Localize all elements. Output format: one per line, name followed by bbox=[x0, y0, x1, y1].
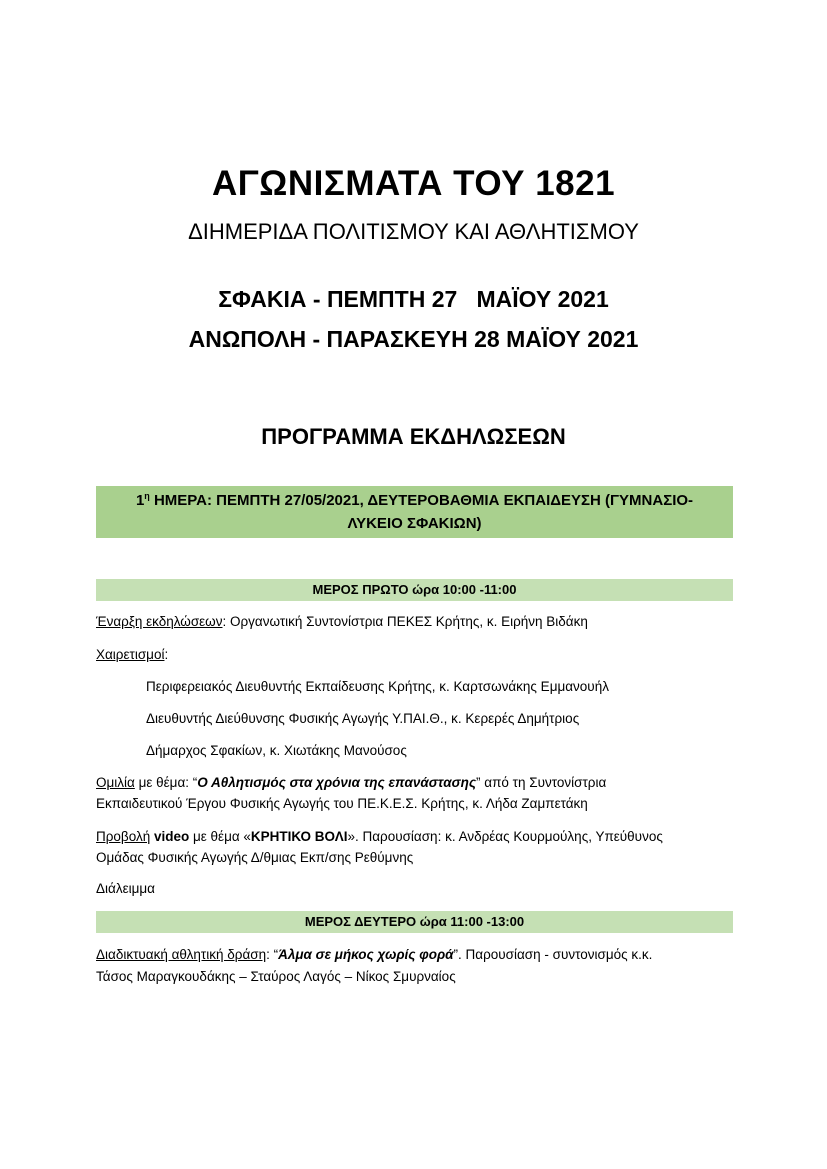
speech-title: Ο Αθλητισμός στα χρόνια της επανάστασης bbox=[197, 775, 477, 790]
day-1-header bbox=[96, 486, 733, 538]
speech-line-1 bbox=[96, 773, 736, 793]
video-title: ΚΡΗΤΙΚΟ ΒΟΛΙ bbox=[250, 829, 348, 844]
speech-line-2: Εκπαιδευτικού Έργου Φυσικής Αγωγής του ΠΕ.Κ.Ε.Σ. Κρήτης, κ. Λήδα Ζαμπετάκη bbox=[96, 796, 588, 811]
video-word: video bbox=[153, 829, 190, 844]
activity-title: Άλμα σε μήκος χωρίς φορά bbox=[278, 947, 454, 962]
day-header-text: ΗΜΕΡΑ: ΠΕΜΠΤΗ 27/05/2021, ΔΕΥΤΕΡΟΒΑΘΜΙΑ ΕΚΠΑΙΔΕΥΣΗ (ΓΥΜΝΑΣΙΟ- bbox=[149, 492, 694, 509]
greeting-item: Περιφερειακός Διευθυντής Εκπαίδευσης Κρήτης, κ. Καρτσωνάκης Εμμανουήλ bbox=[146, 679, 609, 694]
speech-pre: με θέμα: “ bbox=[134, 775, 198, 790]
program-title: ΠΡΟΓΡΑΜΜΑ ΕΚΔΗΛΩΣΕΩΝ bbox=[261, 424, 566, 449]
video-line-2: Ομάδας Φυσικής Αγωγής Δ/θμιας Εκπ/σης Ρεθύμνης bbox=[96, 850, 414, 865]
activity-post: ”. Παρουσίαση - συντονισμός κ.κ. bbox=[453, 947, 653, 962]
speech-post: ” από τη Συντονίστρια bbox=[476, 775, 607, 790]
activity-pre: : “ bbox=[266, 947, 279, 962]
day-1-header-line-1 bbox=[96, 489, 733, 512]
page-title: ΑΓΩΝΙΣΜΑΤΑ ΤΟΥ 1821 bbox=[211, 164, 616, 203]
greeting-item: Δήμαρχος Σφακίων, κ. Χιωτάκης Μανούσος bbox=[146, 743, 407, 758]
day-number-superscript: η bbox=[144, 491, 150, 501]
video-pre: με θέμα « bbox=[189, 829, 251, 844]
date-line-sfakia: ΣΦΑΚΙΑ - ΠΕΜΠΤΗ 27 ΜΑΪΟΥ 2021 bbox=[218, 286, 609, 312]
activity-line-1 bbox=[96, 945, 736, 965]
part-1-header: ΜΕΡΟΣ ΠΡΩΤΟ ώρα 10:00 -11:00 bbox=[96, 579, 733, 601]
opening-line bbox=[96, 612, 736, 632]
greeting-item: Διευθυντής Διεύθυνσης Φυσικής Αγωγής Υ.ΠΑΙ.Θ., κ. Κερερές Δημήτριος bbox=[146, 711, 580, 726]
part-2-header: ΜΕΡΟΣ ΔΕΥΤΕΡΟ ώρα 11:00 -13:00 bbox=[96, 911, 733, 933]
greetings-heading bbox=[96, 645, 736, 665]
opening-label: Έναρξη εκδηλώσεων bbox=[96, 614, 223, 629]
activity-label: Διαδικτυακή αθλητική δράση bbox=[96, 947, 267, 962]
day-1-header-line-2: ΛΥΚΕΙΟ ΣΦΑΚΙΩΝ) bbox=[347, 515, 482, 532]
greetings-colon: : bbox=[164, 647, 169, 662]
opening-text: : Οργανωτική Συντονίστρια ΠΕΚΕΣ Κρήτης, κ. Ειρήνη Βιδάκη bbox=[222, 614, 588, 629]
speech-label: Ομιλία bbox=[96, 775, 135, 790]
video-label: Προβολή bbox=[96, 829, 151, 844]
day-number: 1 bbox=[135, 492, 145, 509]
break-line: Διάλειμμα bbox=[96, 881, 155, 896]
activity-line-2: Τάσος Μαραγκουδάκης – Σταύρος Λαγός – Νίκος Σμυρναίος bbox=[96, 969, 456, 984]
greetings-label: Χαιρετισμοί bbox=[96, 647, 165, 662]
page-subtitle: ΔΙΗΜΕΡΙΔΑ ΠΟΛΙΤΙΣΜΟΥ ΚΑΙ ΑΘΛΗΤΙΣΜΟΥ bbox=[188, 219, 639, 244]
video-post: ». Παρουσίαση: κ. Ανδρέας Κουρμούλης, Υπεύθυνος bbox=[347, 829, 663, 844]
date-line-anopoli: ΑΝΩΠΟΛΗ - ΠΑΡΑΣΚΕΥΗ 28 ΜΑΪΟΥ 2021 bbox=[188, 326, 639, 352]
video-line-1 bbox=[96, 827, 736, 847]
